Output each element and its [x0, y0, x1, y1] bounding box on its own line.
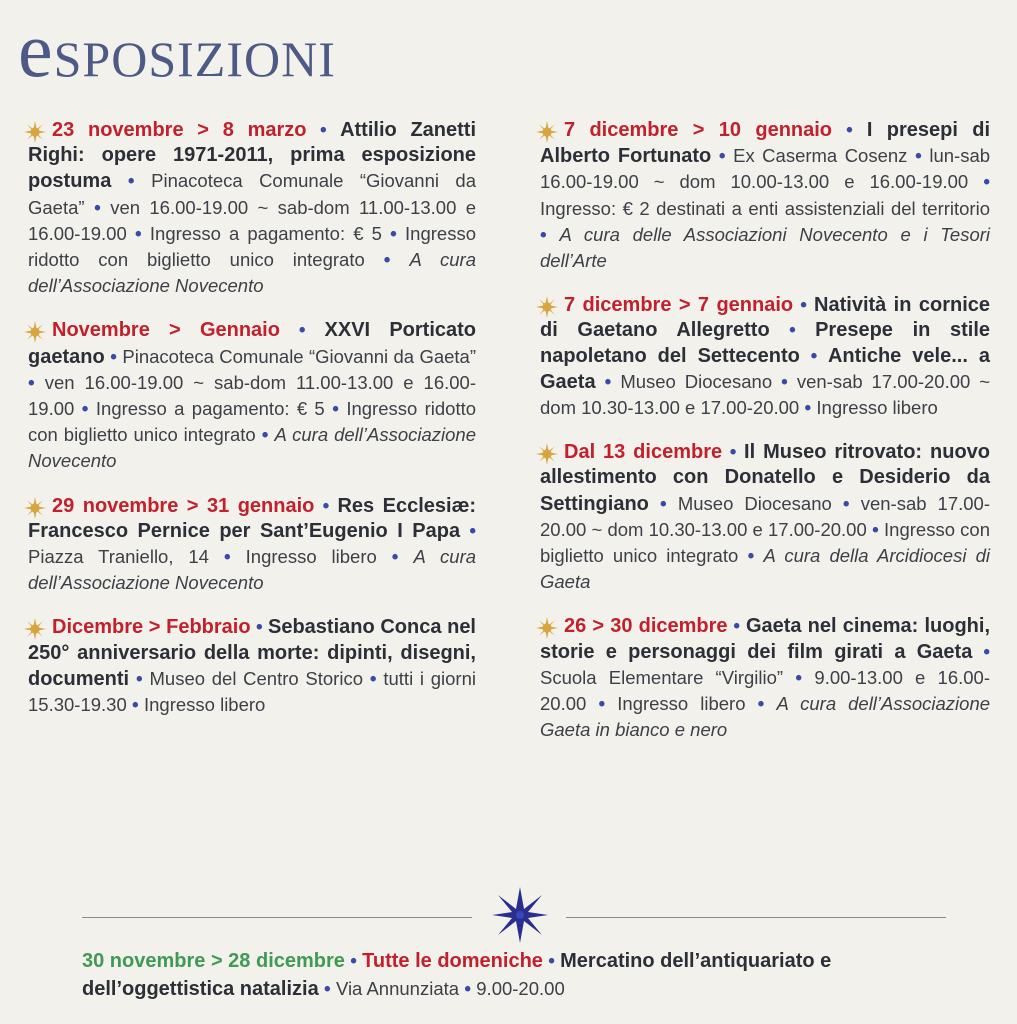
right-column	[540, 118, 990, 762]
event-curator: A cura dell’Associazione Novecento	[28, 546, 477, 594]
bottom-days: Tutte le domeniche	[362, 950, 543, 972]
left-column	[28, 118, 476, 737]
event-curator: A cura dell’Associazione Novecento	[28, 424, 476, 472]
sun-star-icon	[24, 121, 46, 143]
event-venue: Piazza Traniello, 14	[28, 546, 209, 568]
event-entry: Ingresso: € 2 destinati a enti assistenziali del territorio	[540, 197, 990, 219]
event-title: Res Ecclesiæ: Francesco Pernice per Sant’Eugenio I Papa	[28, 494, 477, 542]
event-entry: Ingresso a pagamento: € 5	[149, 222, 382, 244]
sun-star-icon	[536, 296, 558, 318]
event-title: XXVI Porticato gaetano	[28, 319, 476, 368]
event-entry: 29 novembre > 31 gennaio • Res Ecclesiæ: Francesco Pernice per Sant’Eugenio I Papa • Piazza Traniello, 14 • Ingresso libero • A cura dell’Associazione Novecento	[28, 494, 476, 597]
event-dates: 23 novembre > 8 marzo	[52, 119, 307, 141]
event-entry: Ingresso libero	[617, 693, 746, 715]
event-entry: 7 dicembre > 7 gennaio • Natività in cornice di Gaetano Allegretto • Presepe in stile napoletano del Settecento • Antiche vele... a Gaeta • Museo Diocesano • ven-sab 17.00-20.00 ~ dom 10.30-13.00 e 17.00-20.00 • Ingresso libero	[540, 293, 990, 421]
event-title: Presepe in stile napoletano del Settecento	[540, 319, 991, 367]
event-entry: Ingresso libero	[245, 546, 377, 568]
event-curator: A cura delle Associazioni Novecento e i Tesori dell’Arte	[540, 223, 991, 272]
event-hours: 9.00-13.00 e 16.00-20.00	[540, 666, 990, 715]
event-venue: Pinacoteca Comunale “Giovanni da Gaeta”	[28, 170, 476, 218]
page-title	[18, 6, 336, 99]
bottom-dates: 30 novembre > 28 dicembre	[82, 950, 345, 972]
bottom-event: 30 novembre > 28 dicembre • Tutte le domeniche • Mercatino dell’antiquariato e dell’oggettistica natalizia • Via Annunziata • 9.00-20.00	[82, 950, 832, 1000]
event-dates: Dal 13 dicembre	[564, 441, 723, 464]
sun-star-icon	[24, 497, 46, 519]
event-dates: 7 dicembre > 10 gennaio	[564, 119, 833, 141]
event-hours: ven-sab 17.00-20.00 ~ dom 10.30-13.00 e 17.00-20.00	[540, 370, 991, 419]
bottom-hours: 9.00-20.00	[476, 978, 565, 999]
event-venue: Ex Caserma Cosenz	[733, 145, 908, 167]
event-venue: Scuola Elementare “Virgilio”	[540, 666, 784, 688]
event-curator: A cura della Arcidiocesi di Gaeta	[540, 545, 991, 593]
compass-star-icon	[490, 885, 550, 945]
event-reduced: Ingresso ridotto con biglietto unico integrato	[28, 398, 477, 446]
event-venue: Museo Diocesano	[677, 492, 832, 514]
bottom-venue: Via Annunziata	[335, 978, 460, 999]
event-entry: 23 novembre > 8 marzo • Attilio Zanetti Righi: opere 1971-2011, prima esposizione postuma • Pinacoteca Comunale “Giovanni da Gaeta” • ven 16.00-19.00 ~ sab-dom 11.00-13.00 e 16.00-19.00 • Ingresso a pagamento: € 5 • Ingresso ridotto con biglietto unico integrato • A cura dell’Associazione Novecento	[28, 118, 476, 299]
event-entry: Ingresso con biglietto unico integrato	[540, 518, 990, 567]
title-initial: e	[18, 6, 54, 93]
event-dates: Dicembre > Febbraio	[52, 616, 251, 639]
divider-left	[82, 917, 472, 918]
event-entry: Dicembre > Febbraio • Sebastiano Conca nel 250° anniversario della morte: dipinti, disegni, documenti • Museo del Centro Storico • tutti i giorni 15.30-19.30 • Ingresso libero	[28, 615, 476, 718]
event-dates: Novembre > Gennaio	[52, 319, 280, 342]
event-hours: ven-sab 17.00-20.00 ~ dom 10.30-13.00 e 17.00-20.00	[540, 492, 990, 540]
event-dates: 7 dicembre > 7 gennaio	[564, 294, 794, 317]
sun-star-icon	[536, 443, 558, 465]
event-dates: 29 novembre > 31 gennaio	[52, 494, 315, 517]
event-curator: A cura dell’Associazione Gaeta in bianco e nero	[540, 693, 991, 741]
event-reduced: Ingresso ridotto con biglietto unico integrato	[28, 222, 477, 271]
event-venue: Pinacoteca Comunale “Giovanni da Gaeta”	[122, 345, 477, 367]
event-entry: 26 > 30 dicembre • Gaeta nel cinema: luoghi, storie e personaggi dei film girati a Gaeta • Scuola Elementare “Virgilio” • 9.00-13.00 e 16.00-20.00 • Ingresso libero • A cura dell’Associazione Gaeta in bianco e nero	[540, 614, 990, 743]
event-entry: 7 dicembre > 10 gennaio • I presepi di Alberto Fortunato • Ex Caserma Cosenz • lun-sab 16.00-19.00 ~ dom 10.00-13.00 e 16.00-19.00 • Ingresso: € 2 destinati a enti assistenziali del territorio • A cura delle Associazioni Novecento e i Tesori dell’Arte	[540, 118, 990, 274]
event-entry: Ingresso libero	[143, 694, 266, 716]
sun-star-icon	[24, 618, 46, 640]
event-venue: Museo Diocesano	[620, 370, 773, 392]
event-hours: lun-sab 16.00-19.00 ~ dom 10.00-13.00 e 16.00-19.00	[540, 145, 991, 193]
event-hours: ven 16.00-19.00 ~ sab-dom 11.00-13.00 e 16.00-19.00	[28, 196, 477, 244]
event-title: Il Museo ritrovato: nuovo allestimento con Donatello e Desiderio da Settingiano	[540, 441, 990, 515]
event-hours: tutti i giorni 15.30-19.30	[28, 667, 476, 716]
event-entry: Ingresso a pagamento: € 5	[95, 398, 325, 420]
event-dates: 26 > 30 dicembre	[564, 615, 728, 638]
event-entry: Dal 13 dicembre • Il Museo ritrovato: nuovo allestimento con Donatello e Desiderio da Settingiano • Museo Diocesano • ven-sab 17.00-20.00 ~ dom 10.30-13.00 e 17.00-20.00 • Ingresso con biglietto unico integrato • A cura della Arcidiocesi di Gaeta	[540, 440, 990, 595]
event-venue: Museo del Centro Storico	[149, 667, 363, 689]
event-hours: ven 16.00-19.00 ~ sab-dom 11.00-13.00 e 16.00-19.00	[28, 371, 477, 420]
event-title: Antiche vele... a Gaeta	[540, 344, 991, 393]
event-entry: Ingresso libero	[816, 397, 938, 419]
event-title: Sebastiano Conca nel 250° anniversario della morte: dipinti, disegni, documenti	[28, 616, 476, 690]
divider-right	[566, 917, 946, 918]
sun-star-icon	[536, 121, 558, 143]
bottom-title: Mercatino dell’antiquariato e dell’oggettistica natalizia	[82, 950, 832, 1000]
event-title: Natività in cornice di Gaetano Allegretto	[540, 294, 990, 342]
title-rest: SPOSIZIONI	[53, 31, 336, 87]
event-title: Gaeta nel cinema: luoghi, storie e personaggi dei film girati a Gaeta	[540, 615, 990, 663]
sun-star-icon	[536, 617, 558, 639]
event-title: Attilio Zanetti Righi: opere 1971-2011, prima esposizione postuma	[28, 119, 477, 193]
event-curator: A cura dell’Associazione Novecento	[28, 249, 477, 297]
sun-star-icon	[24, 321, 46, 343]
event-entry: Novembre > Gennaio • XXVI Porticato gaetano • Pinacoteca Comunale “Giovanni da Gaeta” • ven 16.00-19.00 ~ sab-dom 11.00-13.00 e 16.00-19.00 • Ingresso a pagamento: € 5 • Ingresso ridotto con biglietto unico integrato • A cura dell’Associazione Novecento	[28, 318, 476, 474]
event-title: I presepi di Alberto Fortunato	[540, 119, 991, 168]
